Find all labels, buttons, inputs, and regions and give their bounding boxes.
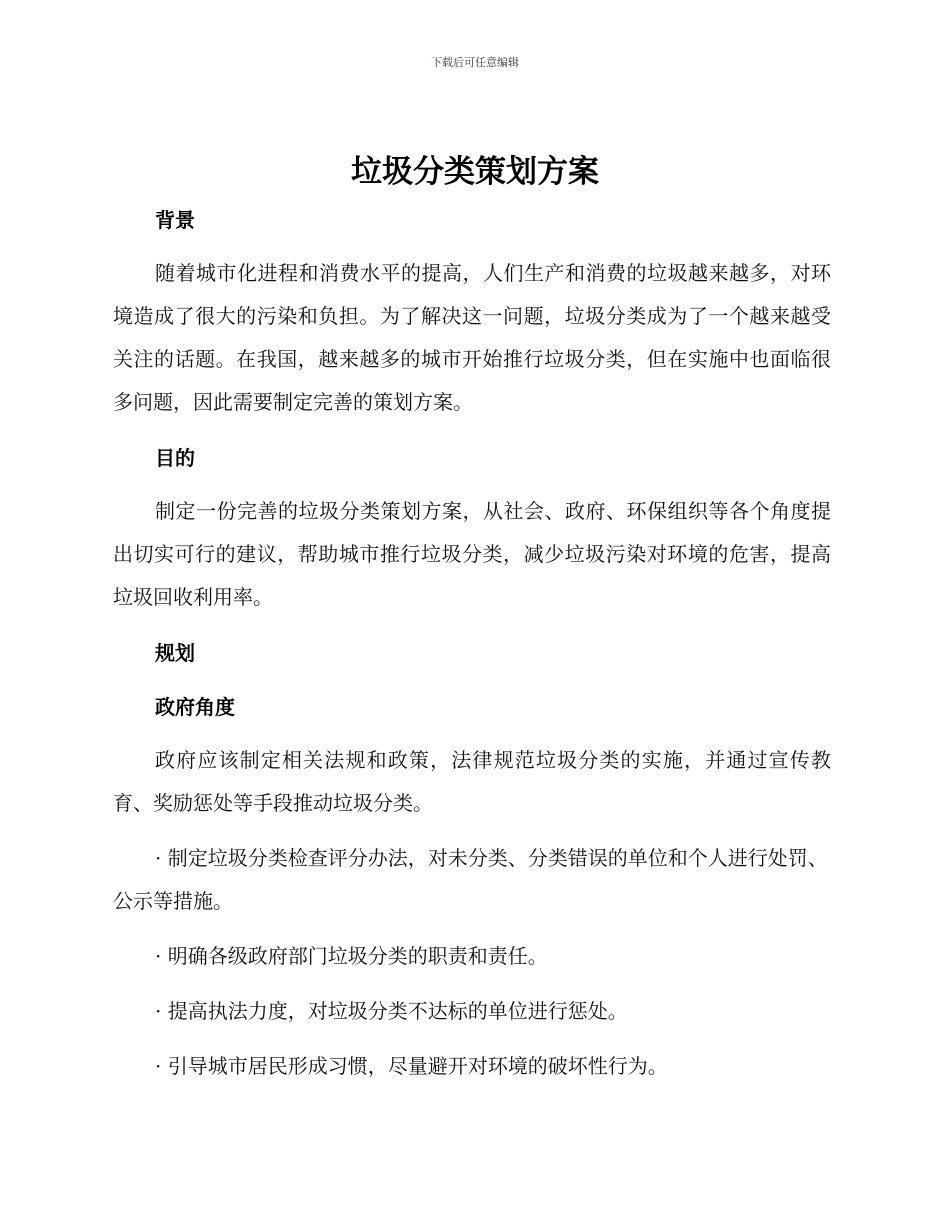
bullet-item: · 提高执法力度，对垃圾分类不达标的单位进行惩处。 [155, 999, 628, 1023]
purpose-paragraph: 制定一份完善的垃圾分类策划方案，从社会、政府、环保组织等各个角度提出切实可行的建议，帮助城市推行垃圾分类，减少垃圾污染对环境的危害，提高垃圾回收利用率。 [113, 499, 831, 609]
bullet-item: · 明确各级政府部门垃圾分类的职责和责任。 [155, 944, 548, 968]
section-heading-background: 背景 [155, 208, 195, 232]
background-paragraph: 随着城市化进程和消费水平的提高，人们生产和消费的垃圾越来越多，对环境造成了很大的污染和负担。为了解决这一问题，垃圾分类成为了一个越来越受关注的话题。在我国，越来越多的城市开始推行垃圾分类，但在实施中也面临很多问题，因此需要制定完善的策划方案。 [113, 261, 831, 414]
bullet-item: · 引导城市居民形成习惯，尽量避开对环境的破坏性行为。 [155, 1054, 668, 1078]
government-paragraph: 政府应该制定相关法规和政策，法律规范垃圾分类的实施，并通过宣传教育、奖励惩处等手段推动垃圾分类。 [113, 748, 831, 815]
section-heading-plan: 规划 [155, 641, 195, 665]
section-heading-government: 政府角度 [155, 695, 235, 719]
document-title: 垃圾分类策划方案 [351, 154, 599, 190]
bullet-item: · 制定垃圾分类检查评分办法，对未分类、分类错误的单位和个人进行处罚、公示等措施。 [113, 846, 828, 913]
document-body [113, 200, 831, 1088]
running-header: 下载后可任意编辑 [431, 56, 519, 69]
section-heading-purpose: 目的 [155, 446, 195, 470]
